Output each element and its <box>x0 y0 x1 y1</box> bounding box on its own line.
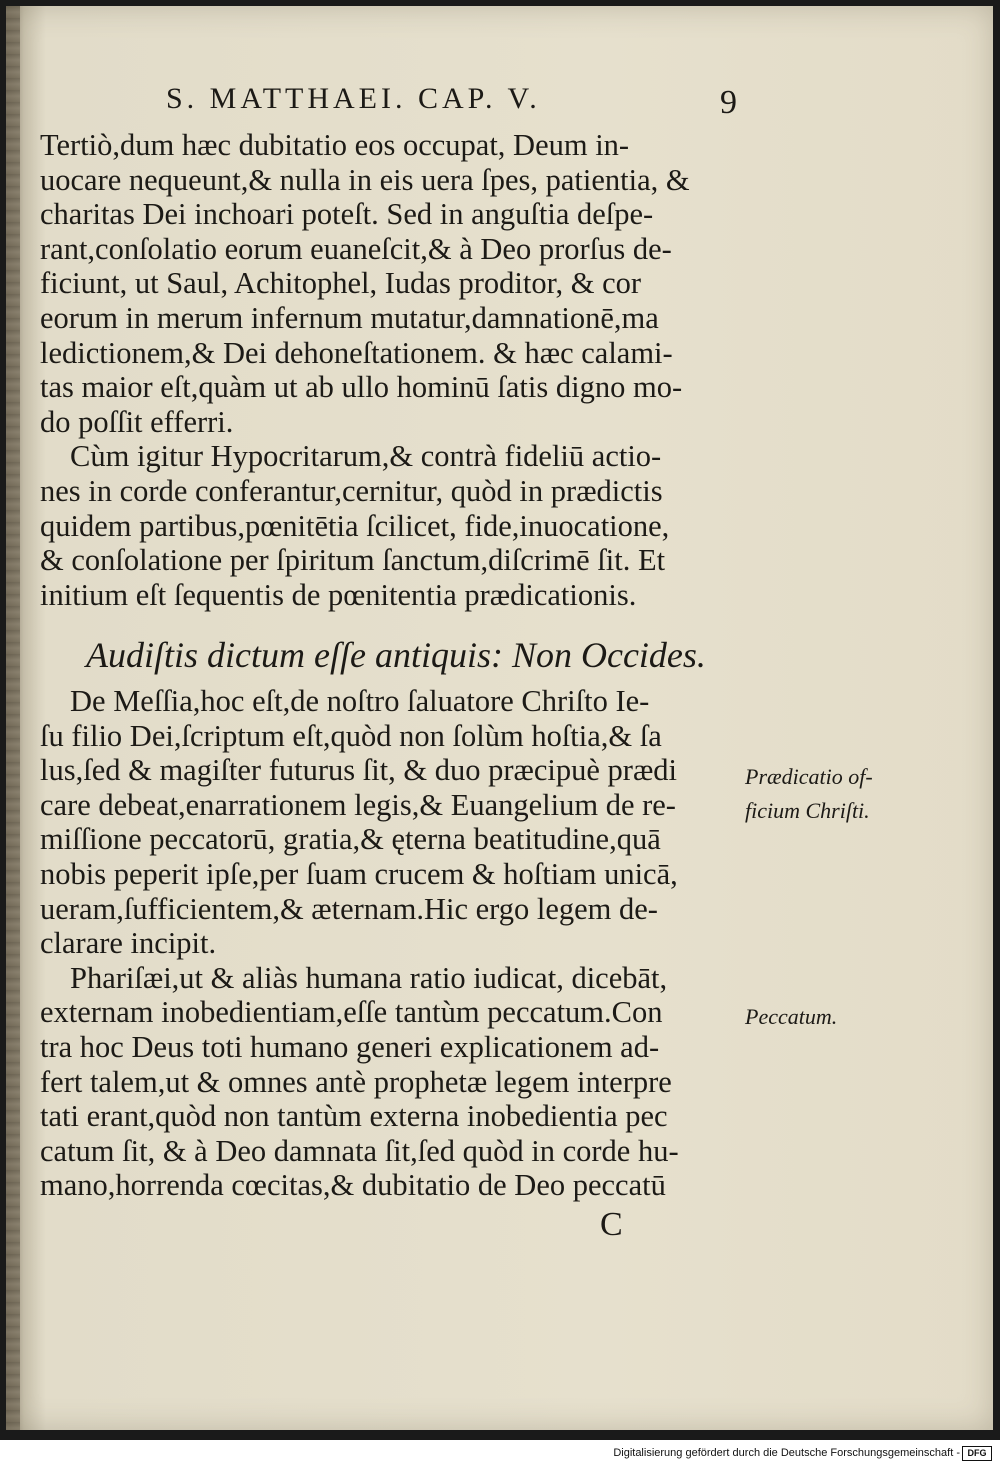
text-line: initium eſt ſequentis de pœnitentia prædicationis. <box>40 577 637 612</box>
text-line: quidem partibus,pœnitētia ſcilicet, fide,inuocatione, <box>40 508 670 543</box>
text-line: & conſolatione per ſpiritum ſanctum,diſcrimē ſit. Et <box>40 543 666 578</box>
funding-credit: Digitalisierung gefördert durch die Deutsche Forschungsgemeinschaft - <box>613 1447 960 1459</box>
section-heading: Audiſtis dictum eſſe antiquis: Non Occides. <box>86 635 706 675</box>
text-line: nes in corde conferantur,cernitur, quòd in prædictis <box>40 473 663 508</box>
running-head: S. MATTHAEI. CAP. V. <box>166 82 541 115</box>
text-line: tati erant,quòd non tantùm externa inobedientia pec <box>40 1099 668 1134</box>
text-line: ſu filio Dei,ſcriptum eſt,quòd non ſolùm hoſtia,& ſa <box>40 718 662 753</box>
text-line: nobis peperit ipſe,per ſuam crucem & hoſtiam unicā, <box>40 856 678 891</box>
text-line: De Meſſia,hoc eſt,de noſtro ſaluatore Chriſto Ie- <box>70 684 650 718</box>
text-line: fert talem,ut & omnes antè prophetæ legem interpre <box>40 1064 672 1099</box>
page-number: 9 <box>720 84 737 121</box>
marginal-note: Peccatum. <box>745 1004 838 1029</box>
text-line: clarare incipit. <box>40 926 217 961</box>
text-line: eorum in merum infernum mutatur,damnationē,ma <box>40 300 659 335</box>
text-line: ueram,ſufficientem,& æternam.Hic ergo legem de- <box>40 891 658 926</box>
text-line: charitas Dei inchoari poteſt. Sed in anguſtia deſpe- <box>40 197 654 232</box>
text-line: uocare nequeunt,& nulla in eis uera ſpes, patientia, & <box>40 162 690 197</box>
text-line: ledictionem,& Dei dehoneſtationem. & hæc calami- <box>40 335 673 370</box>
marginal-note: ficium Chriſti. <box>745 798 870 823</box>
text-line: catum ſit, & à Deo damnata ſit,ſed quòd in corde hu- <box>40 1133 679 1168</box>
text-line: externam inobedientiam,eſſe tantùm peccatum.Con <box>40 995 663 1030</box>
text-line: lus,ſed & magiſter futurus ſit, & duo præcipuè prædi <box>40 753 678 788</box>
signature-mark: C <box>600 1206 623 1243</box>
text-line: Phariſæi,ut & aliàs humana ratio iudicat, dicebāt, <box>70 960 668 995</box>
text-line: do poſſit efferri. <box>40 404 234 439</box>
text-line: rant,conſolatio eorum euaneſcit,& à Deo prorſus de- <box>40 231 672 266</box>
text-line: care debeat,enarrationem legis,& Euangelium de re- <box>40 787 676 822</box>
text-line: tas maior eſt,quàm ut ab ullo hominū ſatis digno mo- <box>40 370 683 405</box>
dfg-logo: DFG <box>962 1446 992 1461</box>
text-line: Tertiò,dum hæc dubitatio eos occupat, Deum in- <box>40 128 630 162</box>
text-line: Cùm igitur Hypocritarum,& contrà fideliū actio- <box>70 439 662 474</box>
text-line: miſſione peccatorū, gratia,& ęterna beatitudine,quā <box>40 822 661 857</box>
text-line: ficiunt, ut Saul, Achitophel, Iudas proditor, & cor <box>40 266 642 301</box>
text-line: mano,horrenda cœcitas,& dubitatio de Deo peccatū <box>40 1168 666 1203</box>
marginal-note: Prædicatio of- <box>745 764 873 789</box>
main-text-lower <box>40 684 752 1203</box>
text-line: tra hoc Deus toti humano generi explicationem ad- <box>40 1029 660 1064</box>
main-text-upper <box>40 128 752 612</box>
